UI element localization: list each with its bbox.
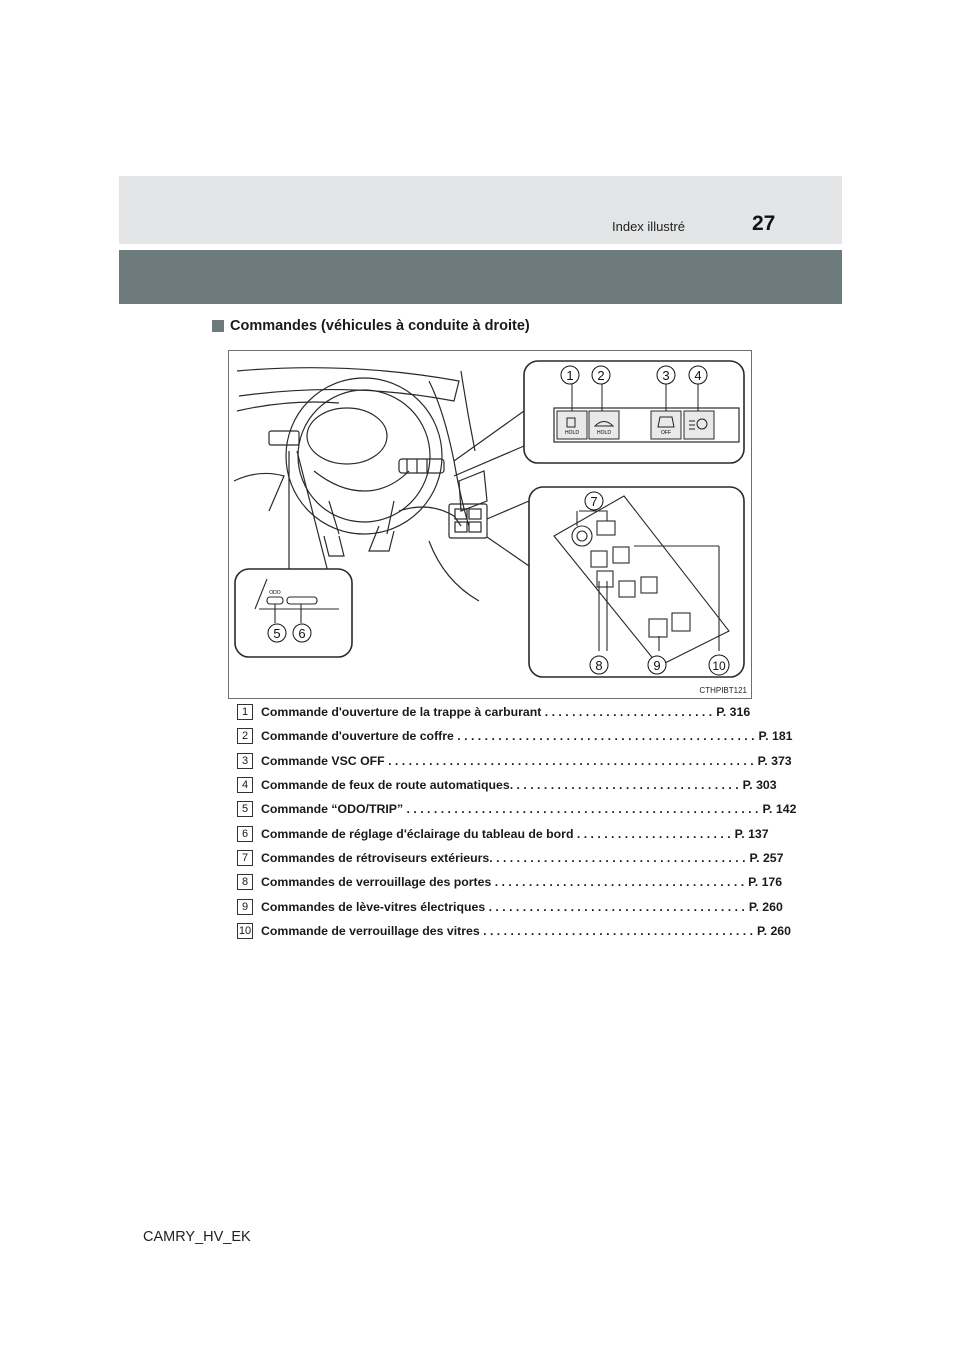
legend-text: Commande VSC OFF . . . . . . . . . . . . . . . . . . . . . . . . . . . . . . . . . . . . . . . . . . . . . . . . . . . . . . (261, 753, 754, 768)
legend-number: 1 (237, 704, 253, 720)
callout-9: 9 (653, 658, 661, 673)
legend-page-ref[interactable]: P. 176 (748, 875, 783, 890)
legend-item (237, 797, 797, 821)
legend-item (237, 894, 783, 918)
fuel-hold-label: HOLD (565, 430, 579, 436)
legend-text: Commande d'ouverture de coffre . . . . . . . . . . . . . . . . . . . . . . . . . . . . . . . . . . . . . . . . . . . . (261, 729, 755, 744)
legend-page-ref[interactable]: P. 142 (762, 802, 797, 817)
callout-legend-list (237, 700, 797, 943)
legend-item (237, 773, 777, 797)
dashboard-drawing (229, 351, 751, 698)
callout-10: 10 (712, 659, 726, 673)
legend-page-ref[interactable]: P. 260 (757, 923, 791, 938)
legend-text: Commande “ODO/TRIP” . . . . . . . . . . . . . . . . . . . . . . . . . . . . . . . . . . . . . . . . . . . . . . . . . . . . (261, 802, 759, 817)
legend-item (237, 919, 791, 943)
header-section-label: Index illustré (612, 219, 685, 234)
legend-item (237, 724, 793, 748)
legend-number: 10 (238, 924, 252, 937)
trunk-hold-label: HOLD (597, 430, 611, 436)
legend-page-ref[interactable]: P. 303 (742, 778, 777, 793)
legend-number: 6 (237, 826, 253, 842)
legend-number: 5 (237, 801, 253, 817)
legend-text: Commandes de rétroviseurs extérieurs. . . . . . . . . . . . . . . . . . . . . . . . . . . . . . . . . . . . . . (261, 850, 746, 865)
figure-code: CTHPIBT121 (699, 686, 747, 695)
legend-text: Commande d'ouverture de la trappe à carburant . . . . . . . . . . . . . . . . . . . . . . . . . (261, 705, 713, 720)
header-band (119, 176, 842, 244)
legend-text: Commande de feux de route automatiques. . . . . . . . . . . . . . . . . . . . . . . . . . . . . . . . . . (261, 778, 739, 793)
legend-page-ref[interactable]: P. 316 (716, 705, 751, 720)
legend-text: Commande de verrouillage des vitres . . . . . . . . . . . . . . . . . . . . . . . . . . . . . . . . . . . . . . . . (261, 923, 754, 938)
callout-2: 2 (597, 368, 605, 383)
vsc-off-label: OFF (661, 430, 671, 436)
callout-1: 1 (566, 368, 574, 383)
legend-number: 9 (237, 899, 253, 915)
header-dark-band (119, 250, 842, 304)
legend-text: Commandes de lève-vitres électriques . . . . . . . . . . . . . . . . . . . . . . . . . . . . . . . . . . . . . . (261, 899, 745, 914)
legend-page-ref[interactable]: P. 373 (757, 753, 792, 768)
callout-3: 3 (662, 368, 670, 383)
legend-number: 2 (237, 728, 253, 744)
callout-7: 7 (590, 494, 598, 509)
legend-item (237, 846, 784, 870)
section-marker-icon (212, 320, 224, 332)
legend-text: Commande de réglage d'éclairage du tableau de bord . . . . . . . . . . . . . . . . . . . . . . . (261, 826, 731, 841)
document-footer-code: CAMRY_HV_EK (143, 1229, 251, 1245)
legend-page-ref[interactable]: P. 260 (748, 899, 783, 914)
legend-page-ref[interactable]: P. 257 (749, 850, 784, 865)
legend-number: 4 (237, 777, 253, 793)
legend-item (237, 821, 769, 845)
legend-item (237, 870, 783, 894)
legend-text: Commandes de verrouillage des portes . . . . . . . . . . . . . . . . . . . . . . . . . . . . . . . . . . . . . (261, 875, 745, 890)
legend-page-ref[interactable]: P. 181 (758, 729, 793, 744)
legend-number: 3 (237, 753, 253, 769)
section-title (212, 318, 530, 334)
legend-item (237, 749, 792, 773)
callout-6: 6 (298, 626, 306, 641)
odo-label: ODO (269, 590, 281, 596)
callout-5: 5 (273, 626, 281, 641)
callout-8: 8 (595, 658, 603, 673)
legend-page-ref[interactable]: P. 137 (734, 826, 769, 841)
section-title-text: Commandes (véhicules à conduite à droite) (230, 318, 530, 334)
controls-illustration (228, 350, 752, 699)
legend-number: 8 (237, 874, 253, 890)
legend-item (237, 700, 751, 724)
callout-4: 4 (694, 368, 702, 383)
legend-number: 7 (237, 850, 253, 866)
page-number: 27 (752, 212, 776, 235)
